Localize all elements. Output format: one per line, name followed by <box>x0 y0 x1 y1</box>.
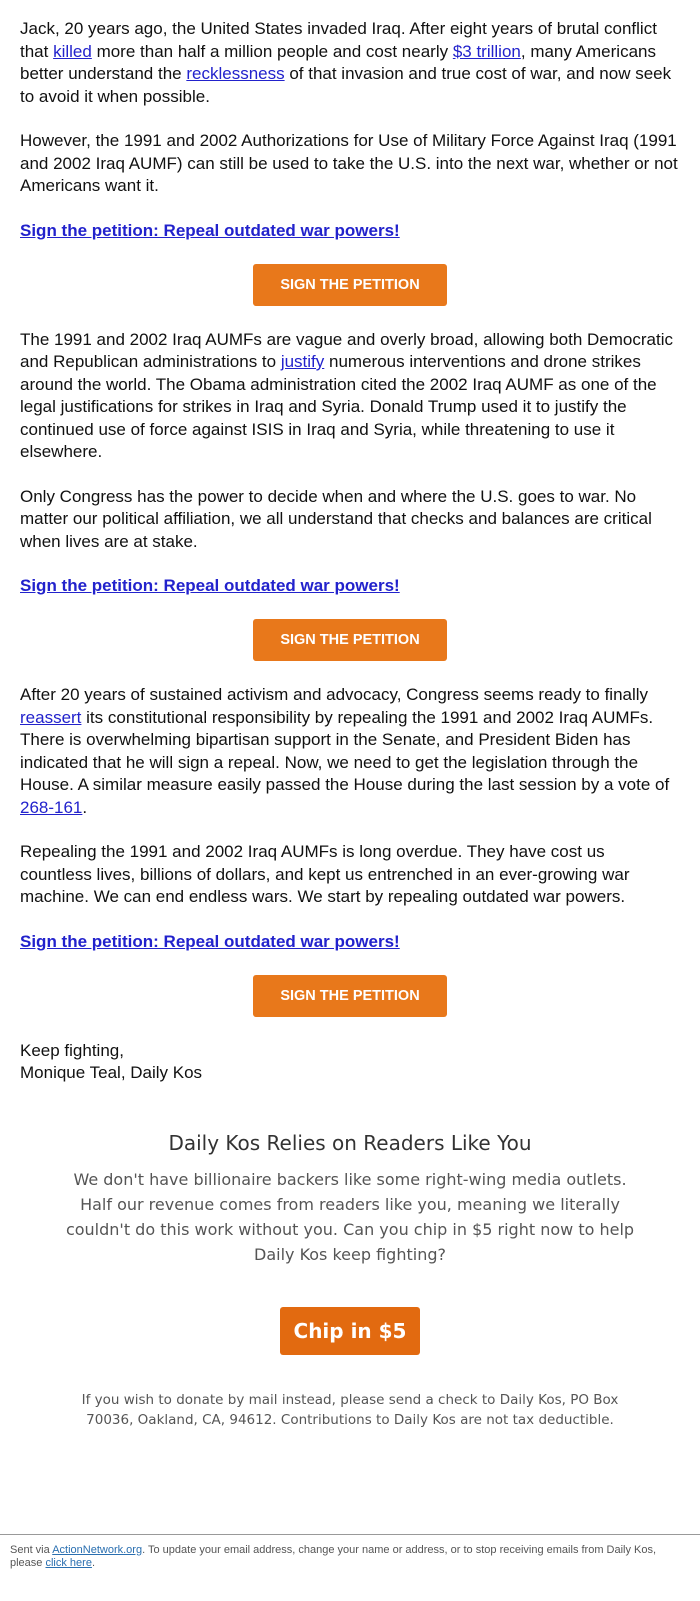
email-footer <box>0 1534 700 1570</box>
donate-heading: Daily Kos Relies on Readers Like You <box>168 1130 532 1155</box>
donate-by-mail-note: If you wish to donate by mail instead, please send a check to Daily Kos, PO Box 70036, Oakland, CA, 94612. Contributions to Daily Kos are not tax deductible. <box>81 1391 619 1428</box>
text: . To update your email address, change your name or address, or to stop receiving emails from Daily Kos, please <box>10 1544 657 1569</box>
donate-body: We don't have billionaire backers like some right-wing media outlets. Half our revenue comes from readers like you, meaning we literally couldn't do this work without you. Can you chip in $5 right now to help Daily Kos keep fighting? <box>65 1169 635 1264</box>
sign-petition-button-3[interactable]: SIGN THE PETITION <box>253 975 447 1017</box>
text: of that invasion and true cost of war, and now seek to avoid it when possible. <box>20 64 672 106</box>
text: After 20 years of sustained activism and advocacy, Congress seems ready to finally <box>20 685 649 704</box>
petition-link-3[interactable]: Sign the petition: Repeal outdated war powers! <box>20 931 400 951</box>
donate-section <box>20 1131 680 1430</box>
petition-link-2[interactable]: Sign the petition: Repeal outdated war powers! <box>20 576 400 595</box>
sign-petition-button-1[interactable]: SIGN THE PETITION <box>253 264 447 306</box>
link-vote-count[interactable]: 268-161 <box>20 797 83 817</box>
link-recklessness[interactable]: recklessness <box>186 64 285 83</box>
text: Sent via <box>10 1544 53 1556</box>
unsubscribe-link[interactable]: click here <box>45 1557 92 1569</box>
text: its constitutional responsibility by repealing the 1991 and 2002 Iraq AUMFs. There is overwhelming bipartisan support in the Senate, and President Biden has indicated that he will sign a repeal. Now, we need to get the legislation through the House. A similar measure easily passed the House during the last session by a vote of <box>20 707 670 794</box>
text: numerous interventions and drone strikes around the world. The Obama administration cited the 2002 Iraq AUMF as one of the legal justifications for strikes in Iraq and Syria. Donald Trump used it to justify the continued use of force against ISIS in Iraq and Syria, while threatening to use it elsewhere. <box>20 352 657 461</box>
paragraph-vague <box>20 329 680 464</box>
chip-in-button[interactable]: Chip in $5 <box>280 1307 420 1355</box>
text: , many Americans better understand the <box>20 41 656 83</box>
signoff-line-2: Monique Teal, Daily Kos <box>20 1063 203 1082</box>
signoff-line-1: Keep fighting, <box>20 1040 124 1060</box>
button-row-3 <box>20 975 680 1017</box>
paragraph-intro <box>20 18 680 108</box>
paragraph-congress: Only Congress has the power to decide when and where the U.S. goes to war. No matter our political affiliation, we all understand that checks and balances are critical when lives are at stake. <box>20 486 652 551</box>
paragraph-activism <box>20 684 680 819</box>
sign-petition-button-2[interactable]: SIGN THE PETITION <box>253 619 447 661</box>
text: more than half a million people and cost nearly <box>91 41 453 61</box>
link-justify[interactable]: justify <box>280 352 325 371</box>
text: . <box>82 797 88 817</box>
button-row-1 <box>20 264 680 306</box>
petition-link-1[interactable]: Sign the petition: Repeal outdated war powers! <box>20 220 400 240</box>
link-killed[interactable]: killed <box>53 41 92 61</box>
signoff <box>20 1040 680 1085</box>
button-row-2 <box>20 619 680 661</box>
paragraph-overdue: Repealing the 1991 and 2002 Iraq AUMFs is long overdue. They have cost us countless lives, billions of dollars, and kept us entrenched in an ever-growing war machine. We can end endless wars. We start by repealing outdated war powers. <box>20 842 630 906</box>
text: The 1991 and 2002 Iraq AUMFs are vague and overly broad, allowing both Democratic and Republican administrations to <box>20 329 673 371</box>
paragraph-aumf: However, the 1991 and 2002 Authorizations for Use of Military Force Against Iraq (1991 and 2002 Iraq AUMF) can still be used to take the U.S. into the next war, whether or not Americans want it. <box>20 131 678 195</box>
link-3-trillion[interactable]: $3 trillion <box>452 41 521 61</box>
text: Jack, 20 years ago, the United States invaded Iraq. After eight years of brutal conflict that <box>20 19 657 61</box>
text: . <box>91 1557 96 1569</box>
actionnetwork-link[interactable]: ActionNetwork.org <box>52 1544 143 1556</box>
link-reassert[interactable]: reassert <box>20 707 82 727</box>
